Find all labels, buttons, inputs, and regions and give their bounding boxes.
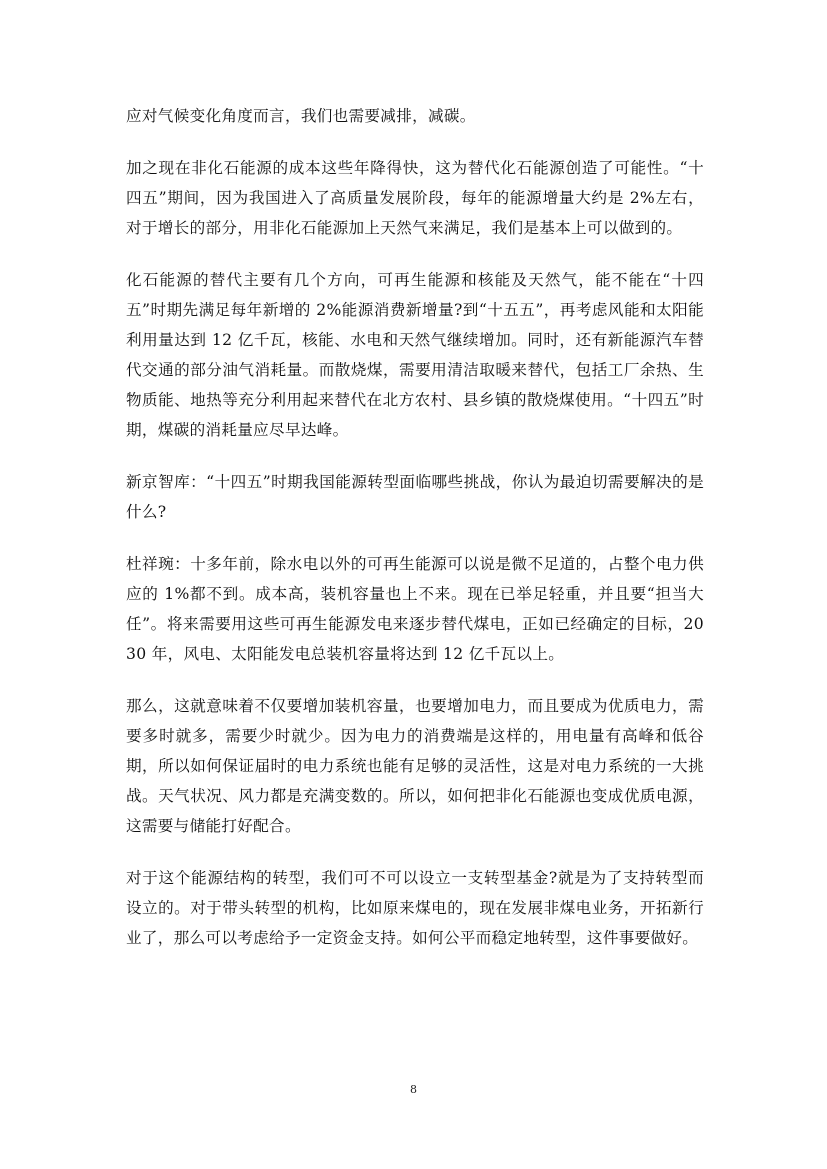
paragraph-6: 那么，这就意味着不仅要增加装机容量，也要增加电力，而且要成为优质电力，需要多时就多，需要少时就少。因为电力的消费端是这样的，用电量有高峰和低谷期，所以如何保证届时的电力系统也能有足够的灵活性，这是对电力系统的一大挑战。天气状况、风力都是充满变数的。所以，如何把非化石能源也变成优质电源，这需要与储能打好配合。 xyxy=(126,697,704,835)
paragraph-1: 应对气候变化角度而言，我们也需要减排，减碳。 xyxy=(126,107,476,125)
paragraph-4-question: 新京智库：“十四五”时期我国能源转型面临哪些挑战，你认为最迫切需要解决的是什么? xyxy=(126,473,704,521)
paragraph-3: 化石能源的替代主要有几个方向，可再生能源和核能及天然气，能不能在“十四五”时期先满足每年新增的 2%能源消费新增量?到“十五五”，再考虑风能和太阳能利用量达到 12 亿千瓦，核能、水电和天然气继续增加。同时，还有新能源汽车替代交通的部分油气消耗量。而散烧煤，需要用清洁取暖来替代，包括工厂余热、生物质能、地热等充分利用起来替代在北方农村、县乡镇的散烧煤使用。“十四五”时期，煤碳的消耗量应尽早达峰。 xyxy=(126,271,704,439)
paragraph-7: 对于这个能源结构的转型，我们可不可以设立一支转型基金?就是为了支持转型而设立的。对于带头转型的机构，比如原来煤电的，现在发展非煤电业务，开拓新行业了，那么可以考虑给予一定资金支持。如何公平而稳定地转型，这件事要做好。 xyxy=(126,869,704,947)
page-number: 8 xyxy=(410,1083,417,1096)
article-body xyxy=(126,101,704,975)
paragraph-2: 加之现在非化石能源的成本这些年降得快，这为替代化石能源创造了可能性。“十四五”期间，因为我国进入了高质量发展阶段，每年的能源增量大约是 2%左右，对于增长的部分，用非化石能源加上天然气来满足，我们是基本上可以做到的。 xyxy=(126,159,704,237)
paragraph-5-answer: 杜祥琬：十多年前，除水电以外的可再生能源可以说是微不足道的，占整个电力供应的 1%都不到。成本高，装机容量也上不来。现在已举足轻重，并且要“担当大任”。将来需要用这些可再生能源发电来逐步替代煤电，正如已经确定的目标，2030 年，风电、太阳能发电总装机容量将达到 12 亿千瓦以上。 xyxy=(126,555,704,663)
